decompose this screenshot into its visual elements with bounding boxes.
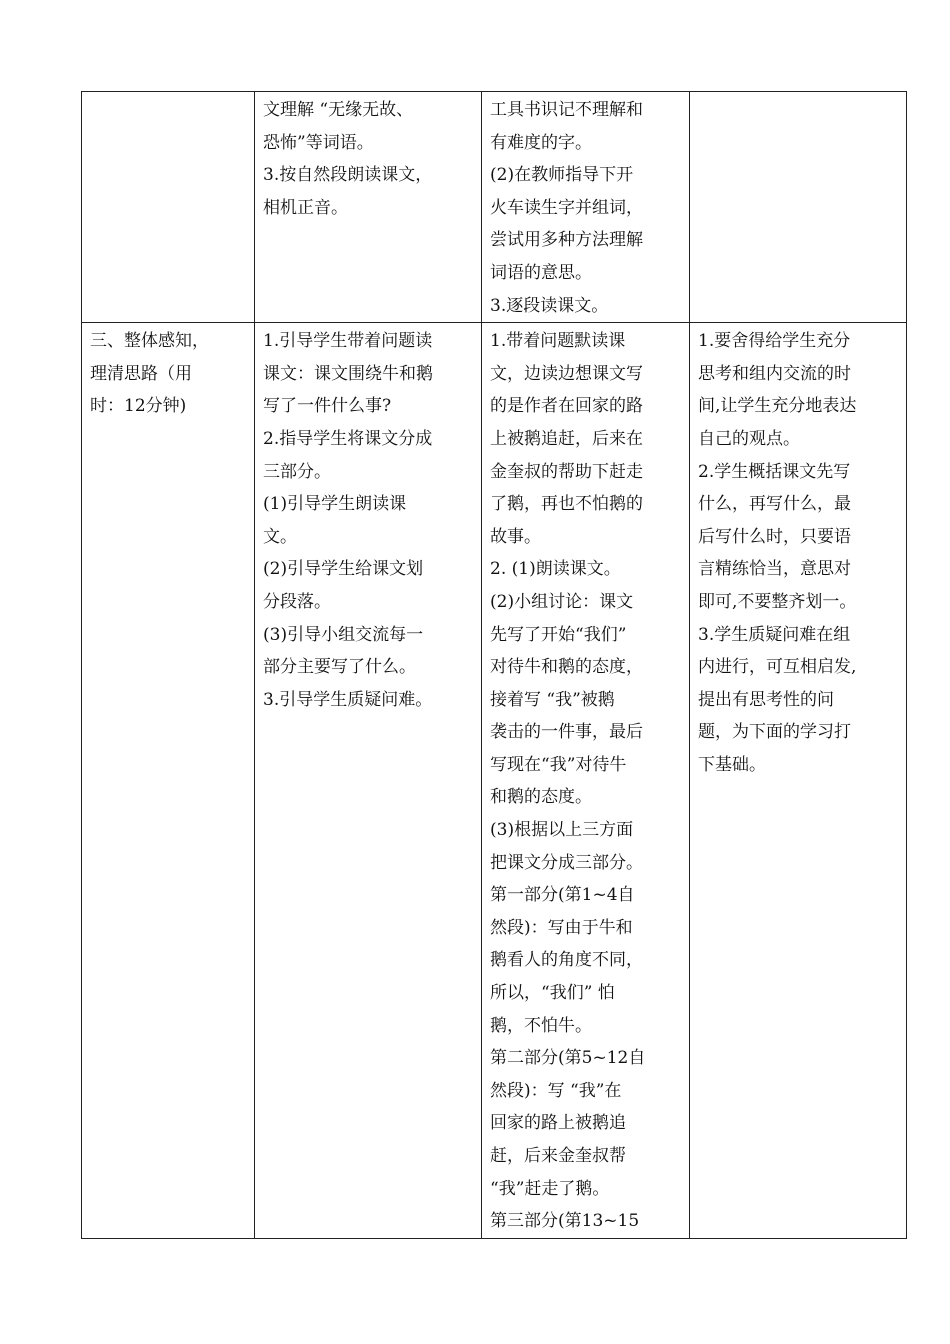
cell-teacher-activity (255, 323, 482, 1239)
text-line: 第二部分(第5~12自 (490, 1048, 646, 1069)
text-line: (2)小组讨论：课文 (490, 591, 634, 612)
text-line: 三部分。 (263, 461, 331, 482)
text-line: 对待牛和鹅的态度， (490, 657, 643, 678)
text-line: (2)引导学生给课文划 (263, 559, 424, 580)
text-line: 上被鹅追赶，后来在 (490, 428, 643, 449)
text-line: 自己的观点。 (698, 428, 800, 449)
text-line: 写现在“我”对待牛 (490, 754, 627, 775)
text-line: 先写了开始“我们” (490, 624, 627, 645)
text-line: 的是作者在回家的路 (490, 396, 643, 417)
text-line: 文。 (263, 526, 297, 547)
text-line: 部分主要写了什么。 (263, 657, 416, 678)
text-line: 2.指导学生将课文分成 (263, 428, 433, 449)
cell-stage (82, 323, 255, 1239)
text-line: 鹅，不怕牛。 (490, 1015, 592, 1036)
cell-design-intent (690, 323, 907, 1239)
text-line: 1.要舍得给学生充分 (698, 331, 851, 352)
text-line: 接着写 “我”被鹅 (490, 689, 615, 710)
cell-design-intent (690, 92, 907, 323)
text-line: 1.带着问题默读课 (490, 331, 626, 352)
text-line: 下基础。 (698, 754, 766, 775)
text-line: 时：12分钟) (90, 396, 187, 417)
text-line: 所以，“我们” 怕 (490, 983, 615, 1004)
text-line: 文理解 “无缘无故、 (263, 100, 414, 120)
table-row (82, 92, 907, 323)
text-line: 题，为下面的学习打 (698, 722, 851, 743)
text-line: 提出有思考性的问 (698, 689, 834, 710)
text-line: (3)根据以上三方面 (490, 820, 634, 841)
text-line: 2.学生概括课文先写 (698, 461, 851, 482)
text-line: 有难度的字。 (490, 132, 592, 153)
cell-teacher-activity (255, 92, 482, 323)
text-line: 赶，后来金奎叔帮 (490, 1146, 626, 1166)
text-line: 了鹅，再也不怕鹅的 (490, 494, 643, 515)
cell-student-activity (482, 323, 690, 1239)
text-line: 内进行，可互相启发, (698, 657, 857, 678)
text-line: 然段)：写由于牛和 (490, 917, 633, 938)
text-line: 恐怖”等词语。 (263, 132, 374, 153)
text-line: 三、整体感知， (90, 331, 209, 352)
text-line: 即可,不要整齐划一。 (698, 591, 857, 612)
text-line: 写了一件什么事? (263, 396, 392, 417)
text-line: (3)引导小组交流每一 (263, 624, 424, 645)
text-line: 3.逐段读课文。 (490, 295, 609, 316)
cell-student-activity (482, 92, 690, 323)
text-line: 课文：课文围绕牛和鹅 (263, 363, 433, 384)
text-line: 3.引导学生质疑问难。 (263, 689, 433, 710)
text-line: 后写什么时，只要语 (698, 526, 851, 547)
text-line: 3.学生质疑问难在组 (698, 624, 851, 645)
table-row (82, 323, 907, 1239)
text-line: 然段)：写 “我”在 (490, 1080, 622, 1101)
text-line: “我”赶走了鹅。 (490, 1178, 610, 1199)
cell-stage (82, 92, 255, 323)
text-line: 第一部分(第1~4自 (490, 885, 635, 906)
lesson-plan-table (81, 91, 907, 1239)
text-line: 1.引导学生带着问题读 (263, 331, 433, 352)
text-line: 工具书识记不理解和 (490, 100, 643, 120)
text-line: 分段落。 (263, 591, 331, 612)
text-line: 思考和组内交流的时 (698, 363, 851, 384)
text-line: 2. (1)朗读课文。 (490, 559, 621, 580)
text-line: 3.按自然段朗读课文， (263, 165, 433, 186)
text-line: 尝试用多种方法理解 (490, 230, 643, 251)
text-line: 回家的路上被鹅追 (490, 1113, 626, 1134)
text-line: 金奎叔的帮助下赶走 (490, 461, 643, 482)
text-line: 把课文分成三部分。 (490, 852, 643, 873)
text-line: 词语的意思。 (490, 262, 592, 283)
text-line: 什么，再写什么，最 (698, 494, 851, 515)
text-line: 故事。 (490, 526, 541, 547)
text-line: 火车读生字并组词， (490, 197, 643, 218)
text-line: 间,让学生充分地表达 (698, 396, 857, 417)
text-line: 相机正音。 (263, 197, 348, 218)
text-line: 理清思路（用 (90, 363, 192, 384)
text-line: 鹅看人的角度不同， (490, 950, 643, 971)
text-line: 第三部分(第13~15 (490, 1211, 640, 1232)
text-line: 和鹅的态度。 (490, 787, 592, 808)
text-line: (1)引导学生朗读课 (263, 494, 407, 515)
text-line: 言精练恰当，意思对 (698, 559, 851, 580)
text-line: 文，边读边想课文写 (490, 363, 643, 384)
text-line: (2)在教师指导下开 (490, 165, 634, 186)
text-line: 袭击的一件事，最后 (490, 722, 643, 743)
